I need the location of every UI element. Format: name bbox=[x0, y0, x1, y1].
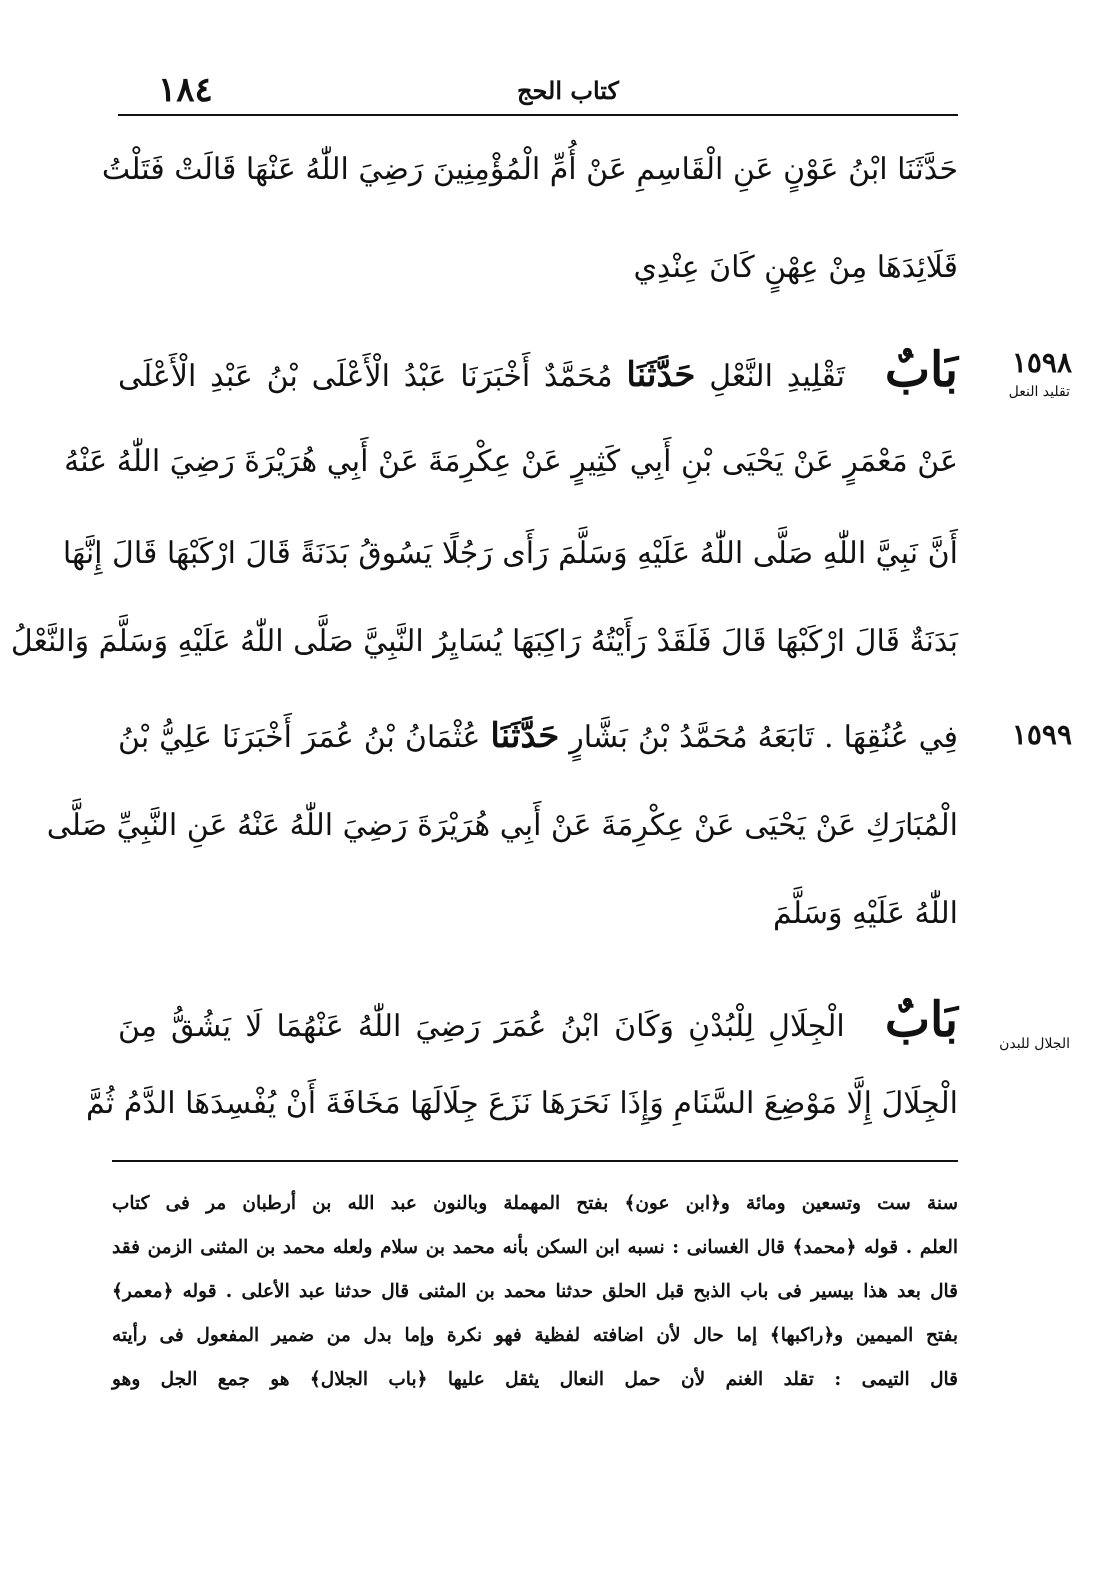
footnote-rule bbox=[112, 1160, 958, 1162]
text-line: بَدَنَةٌ قَالَ ارْكَبْهَا قَالَ فَلَقَدْ رَأَيْتُهُ رَاكِبَهَا يُسَايِرُ النَّبِيَّ صَلَّى اللّٰهُ عَلَيْهِ وَسَلَّمَ وَالنَّعْلُ bbox=[10, 624, 958, 659]
hadith-number: ١٥٩٩ bbox=[1011, 718, 1072, 751]
page-header bbox=[118, 62, 958, 116]
text-segment: عُثْمَانُ بْنُ عُمَرَ أَخْبَرَنَا عَلِيُّ بْنُ bbox=[118, 720, 481, 755]
bab-label: بَابٌ bbox=[884, 992, 958, 1048]
hadith-number: ١٥٩٨ bbox=[1011, 346, 1072, 379]
bab-label: بَابٌ bbox=[884, 342, 958, 398]
chapter-heading-line bbox=[118, 340, 958, 407]
footnote-line: سنة ست وتسعين ومائة و﴿ابن عون﴾ بفتح المهملة وبالنون عبد الله بن أرطبان مر فى كتاب bbox=[112, 1193, 958, 1214]
footnote-line: العلم . قوله ﴿محمد﴾ قال الغسانى : نسبه ابن السكن بأنه محمد بن سلام ولعله محمد بن المثنى الزمن فقد bbox=[112, 1237, 958, 1258]
haddathana-marker: حَدَّثَنَا bbox=[626, 355, 696, 395]
haddathana-marker: حَدَّثَنَا bbox=[490, 716, 560, 756]
isnad-text: مُحَمَّدٌ أَخْبَرَنَا عَبْدُ الْأَعْلَى بْنُ عَبْدِ الْأَعْلَى bbox=[118, 359, 613, 394]
text-line: الْمُبَارَكِ عَنْ يَحْيَى عَنْ عِكْرِمَةَ عَنْ أَبِي هُرَيْرَةَ رَضِيَ اللّٰهُ عَنْهُ عَنِ النَّبِيِّ صَلَّى bbox=[46, 808, 958, 843]
text-line: قَلَائِدَهَا مِنْ عِهْنٍ كَانَ عِنْدِي bbox=[633, 250, 958, 285]
margin-note: الجلال للبدن bbox=[999, 1036, 1070, 1052]
text-line: اللّٰهُ عَلَيْهِ وَسَلَّمَ bbox=[772, 896, 958, 931]
footnote-line: بفتح الميمين و﴿راكبها﴾ إما حال لأن اضافته لفظية فهو نكرة وإما بدل من ضمير المفعول فى رأيته bbox=[112, 1325, 958, 1346]
text-segment: فِي عُنُقِهَا . تَابَعَهُ مُحَمَّدُ بْنُ بَشَّارٍ bbox=[569, 720, 958, 755]
footnote-line: قال بعد هذا بيسير فى باب الذبح قبل الحلق حدثنا محمد بن المثنى قال حدثنا عبد الأعلى . قوله ﴿معمر﴾ bbox=[112, 1281, 958, 1302]
chapter-heading-line bbox=[118, 990, 958, 1057]
margin-note: تقليد النعل bbox=[1008, 384, 1070, 400]
text-line: أَنَّ نَبِيَّ اللّٰهِ صَلَّى اللّٰهُ عَلَيْهِ وَسَلَّمَ رَأَى رَجُلًا يَسُوقُ بَدَنَةً قَالَ ارْكَبْهَا قَالَ إِنَّهَا bbox=[62, 536, 958, 571]
footnote-line: قال التيمى : تقلد الغنم لأن حمل النعال يثقل عليها ﴿باب الجلال﴾ هو جمع الجل وهو bbox=[112, 1369, 958, 1390]
chapter-title: تَقْلِيدِ النَّعْلِ bbox=[709, 359, 845, 394]
text-line: الْجِلَالَ إِلَّا مَوْضِعَ السَّنَامِ وَإِذَا نَحَرَهَا نَزَعَ جِلَالَهَا مَخَافَةَ أَنْ يُفْسِدَهَا الدَّمُ ثُمَّ bbox=[85, 1086, 958, 1121]
text-line: حَدَّثَنَا ابْنُ عَوْنٍ عَنِ الْقَاسِمِ عَنْ أُمِّ الْمُؤْمِنِينَ رَضِيَ اللّٰهُ عَنْهَا قَالَتْ فَتَلْتُ bbox=[101, 152, 958, 187]
text-line-1599 bbox=[118, 706, 958, 768]
text-line: عَنْ مَعْمَرٍ عَنْ يَحْيَى بْنِ أَبِي كَثِيرٍ عَنْ عِكْرِمَةَ عَنْ أَبِي هُرَيْرَةَ رَضِيَ اللّٰهُ عَنْهُ bbox=[64, 444, 958, 479]
chapter-text: الْجِلَالِ لِلْبُدْنِ وَكَانَ ابْنُ عُمَرَ رَضِيَ اللّٰهُ عَنْهُمَا لَا يَشُقُّ مِنَ bbox=[118, 1009, 845, 1044]
page-number: ١٨٤ bbox=[158, 70, 213, 110]
running-title: كتاب الحج bbox=[517, 76, 619, 105]
